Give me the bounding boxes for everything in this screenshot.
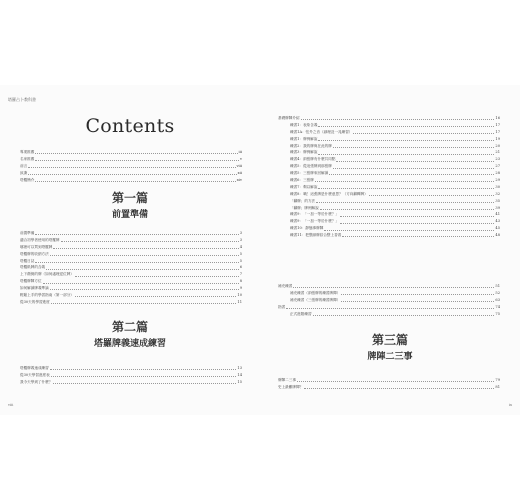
dot-leader	[35, 262, 238, 263]
toc-entry-title: 補充練習	[278, 283, 293, 288]
toc-entry-title: 練習5：從這張牌到那張牌	[290, 164, 332, 169]
toc-entry-page: 29	[495, 178, 500, 182]
toc-entry-title: 「翻牌」牌例解說	[290, 205, 319, 210]
toc-entry-title: 從30天學習進度表	[20, 372, 50, 377]
dot-leader	[369, 195, 495, 196]
toc-entry	[20, 163, 242, 170]
toc-entry	[20, 244, 242, 251]
part-title: 牌陣二三事	[367, 352, 413, 362]
toc-entry	[278, 115, 500, 122]
dot-leader	[53, 383, 236, 384]
toc-exercises	[278, 115, 500, 239]
toc-entry-page: xii	[237, 170, 242, 175]
toc-entry-page: 51	[495, 283, 500, 288]
dot-leader	[75, 276, 239, 277]
toc-entry	[278, 225, 500, 232]
toc-entry	[20, 156, 242, 163]
dot-leader	[35, 234, 238, 235]
dot-leader	[342, 236, 494, 237]
part-label: 第二篇	[111, 320, 148, 334]
toc-entry-page: 28	[495, 171, 500, 176]
toc-entry-title: 塔羅簡介	[20, 177, 35, 182]
dot-leader	[320, 209, 495, 210]
toc-entry-title: 史上最難牌陣？	[278, 384, 304, 389]
toc-entry	[20, 278, 242, 285]
dot-leader	[35, 160, 239, 161]
dot-leader	[340, 216, 494, 217]
toc-entry-title: 指習	[278, 304, 286, 309]
dot-leader	[50, 369, 237, 370]
toc-entry	[278, 136, 500, 143]
toc-entry-page: iii	[238, 149, 242, 154]
dot-leader	[318, 188, 494, 189]
toc-entry	[278, 205, 500, 212]
toc-entry-page: 79	[495, 377, 500, 382]
toc-entry-page: 32	[495, 191, 500, 196]
toc-entry	[20, 251, 242, 258]
toc-entry-title: 練習7：剩以解說	[290, 184, 318, 189]
toc-entry-title: 練習4：兩張牌有什麼共同點	[290, 157, 336, 162]
toc-entry	[278, 290, 500, 297]
toc-entry-page: 17	[495, 122, 500, 127]
toc-entry-page: 5	[239, 258, 242, 263]
toc-entry	[20, 299, 242, 306]
toc-entry	[278, 283, 500, 290]
left-page	[0, 85, 261, 415]
toc-entry-page: 21	[495, 150, 500, 155]
toc-entry	[20, 379, 242, 386]
toc-entry	[278, 191, 500, 198]
part-two-heading	[0, 318, 260, 349]
toc-entry-page: 13	[237, 365, 242, 370]
toc-entry	[278, 177, 500, 184]
toc-entry	[20, 170, 242, 177]
toc-entry-page: 10	[237, 293, 242, 297]
toc-entry-title: 練習10：靜態事牌陣	[290, 226, 324, 231]
toc-entry-title: 牌陣二三事	[278, 377, 296, 382]
toc-entry-page: 6	[239, 265, 242, 270]
toc-entry-page: 5	[239, 251, 242, 256]
toc-entry	[278, 218, 500, 225]
toc-entry-title: 練習8：哦！這張牌是什麼意思？（方向翻轉牌）	[290, 191, 368, 196]
toc-entry-page: 45	[495, 226, 500, 231]
toc-entry	[20, 271, 242, 278]
toc-entry	[20, 149, 242, 156]
dot-leader	[61, 241, 239, 242]
dot-leader	[340, 223, 494, 224]
toc-entry	[278, 311, 500, 318]
toc-entry-page: 17	[495, 129, 500, 134]
dot-leader	[50, 289, 239, 290]
dot-leader	[341, 294, 494, 295]
right-page	[260, 85, 520, 415]
toc-entry-page: 63	[495, 297, 500, 302]
dot-leader	[28, 167, 235, 168]
toc-entry-page: 75	[495, 311, 500, 316]
toc-entry	[278, 149, 500, 156]
toc-entry	[20, 237, 242, 244]
dot-leader	[35, 153, 237, 154]
dot-leader	[297, 381, 494, 382]
toc-entry	[278, 184, 500, 191]
toc-entry-title: 從30天的學習進度	[20, 299, 50, 304]
toc-entry-title: 練習2：我的牌與在此的牌	[290, 143, 332, 148]
toc-entry-page: v	[239, 156, 242, 161]
toc-entry-title: 補充練習（三張牌的練習牌陣）	[290, 297, 341, 302]
toc-entry-page: 27	[495, 164, 500, 169]
dot-leader	[51, 303, 237, 304]
toc-entry	[20, 177, 242, 184]
toc-entry	[278, 143, 500, 150]
toc-entry	[278, 163, 500, 170]
toc-entry-title: 輕鬆上手的學習指南（第一部分）	[20, 293, 74, 297]
toc-entry-page: 35	[495, 198, 500, 203]
dot-leader	[46, 269, 239, 270]
book-spread	[0, 85, 520, 415]
dot-leader	[318, 126, 494, 127]
toc-part-two	[20, 365, 242, 386]
dot-leader	[353, 133, 494, 134]
part-three-heading	[260, 331, 520, 362]
toc-entry-title: 名家推薦	[20, 156, 35, 161]
toc-entry	[20, 372, 242, 379]
toc-entry-page: 23	[495, 157, 500, 162]
dot-leader	[315, 181, 495, 182]
toc-entry-page: 41	[495, 212, 500, 217]
toc-entry	[20, 285, 242, 292]
toc-entry	[278, 304, 500, 311]
part-label: 第三篇	[371, 333, 408, 347]
toc-entry	[278, 156, 500, 163]
toc-entry	[20, 258, 242, 265]
toc-part-three	[278, 377, 500, 391]
dot-leader	[51, 376, 237, 377]
dot-leader	[50, 255, 239, 256]
toc-entry-page: 48	[495, 233, 500, 238]
page-folio: ix	[508, 403, 512, 407]
running-head: 塔羅占卜教科書	[8, 97, 36, 102]
toc-entry-title: 練習9：「一加一等於什麼？」	[290, 219, 340, 224]
toc-entry	[278, 384, 500, 391]
toc-entry-title: 練習5：三張牌來回解讀	[290, 171, 329, 176]
toc-entry-page: 16	[495, 115, 500, 120]
toc-entry	[278, 129, 500, 136]
toc-entry	[20, 292, 242, 299]
toc-entry-title: 補充練習（兩張牌的練習牌陣）	[290, 290, 341, 295]
toc-entry-title: 塔羅紙牌的含義	[20, 265, 46, 270]
toc-entry-title: 正式進階練習	[290, 311, 312, 316]
dot-leader	[318, 140, 494, 141]
toc-entry-title: 塔羅牌的收納方法	[20, 251, 49, 256]
dot-leader	[28, 174, 236, 175]
toc-entry-page: 39	[495, 205, 500, 210]
toc-entry-page: viii	[236, 163, 242, 168]
dot-leader	[333, 168, 495, 169]
toc-entry-page: 4	[239, 244, 242, 249]
toc-entry-page: 74	[495, 304, 500, 309]
toc-entry	[20, 264, 242, 271]
dot-leader	[329, 174, 494, 175]
toc-entry-title: 我今天學到了什麼？	[20, 379, 53, 384]
toc-entry-page: xiv	[236, 177, 242, 182]
part-one-heading	[0, 189, 260, 220]
toc-entry-title: 上下顛倒的牌（如何處理逆位牌）	[20, 272, 74, 277]
toc-entry-title: 哪裡可以買到塔羅牌	[20, 244, 53, 249]
toc-entry	[278, 377, 500, 384]
toc-entry-page: 52	[495, 290, 500, 295]
toc-entry-title: 練習1：牌例解說	[290, 136, 318, 141]
toc-entry-page: 30	[495, 184, 500, 189]
toc-entry-title: 練習11：把整副牌綜合整上香看	[290, 233, 342, 238]
dot-leader	[35, 181, 235, 182]
toc-entry	[278, 198, 500, 205]
dot-leader	[304, 388, 494, 389]
dot-leader	[301, 119, 495, 120]
dot-leader	[318, 154, 494, 155]
toc-entry-title: 專業推薦	[20, 149, 35, 154]
dot-leader	[316, 202, 494, 203]
toc-entry	[278, 211, 500, 218]
contents-title: Contents	[85, 115, 175, 137]
toc-entry-title: 塔羅牌義速成練習	[20, 365, 49, 370]
part-title: 前置準備	[111, 210, 148, 220]
toc-entry-title: 練習6：三張牌	[290, 178, 314, 182]
dot-leader	[293, 287, 494, 288]
toc-entry-page: 15	[237, 379, 242, 384]
toc-entry-title: 「翻牌」的方法	[290, 198, 316, 203]
toc-entry-title: 塔羅牌陣方位	[20, 279, 42, 284]
dot-leader	[333, 147, 495, 148]
toc-entry-page: 20	[495, 143, 500, 148]
toc-entry-page: 8	[239, 279, 242, 284]
dot-leader	[75, 296, 237, 297]
toc-entry-title: 前言	[20, 163, 28, 168]
toc-entry-title: 適合初學者使用的塔羅牌	[20, 237, 60, 242]
dot-leader	[336, 161, 494, 162]
toc-entry-title: 基礎牌陣介紹	[278, 115, 300, 120]
toc-entry	[278, 170, 500, 177]
toc-entry	[278, 297, 500, 304]
dot-leader	[313, 315, 495, 316]
toc-supplementary	[278, 283, 500, 317]
toc-entry-title: 練習1A：弦外之音（副理及一兆練習）	[290, 129, 353, 134]
toc-entry-title: 塔羅日誌	[20, 258, 35, 263]
toc-part-one	[20, 230, 242, 306]
dot-leader	[324, 230, 494, 231]
toc-entry	[278, 232, 500, 239]
toc-entry-page: 9	[239, 286, 242, 291]
dot-leader	[53, 248, 238, 249]
toc-entry-page: 43	[495, 219, 500, 224]
toc-entry-title: 練習3：牌例解說	[290, 150, 318, 155]
toc-entry-title: 如何解讀牌義準論	[20, 286, 49, 291]
toc-entry-page: 11	[237, 299, 242, 304]
dot-leader	[43, 283, 239, 284]
toc-entry-title: 練習1：表象含義	[290, 122, 318, 127]
dot-leader	[286, 308, 494, 309]
toc-entry-title: 致謝	[20, 170, 28, 175]
toc-entry-page: 7	[239, 272, 242, 277]
toc-entry-title: 前置準備	[20, 230, 35, 235]
toc-entry-page: 14	[237, 372, 242, 377]
toc-entry	[20, 365, 242, 372]
toc-entry-page: 3	[239, 230, 242, 235]
part-label: 第一篇	[111, 191, 148, 205]
toc-entry-page: 3	[239, 237, 242, 242]
toc-entry-title: 練習9：「一加一等於什麼？」	[290, 212, 340, 217]
part-title: 塔羅牌義速成練習	[93, 339, 166, 349]
toc-entry-page: 81	[495, 384, 500, 389]
toc-entry	[20, 230, 242, 237]
page-folio: viii	[8, 403, 14, 407]
dot-leader	[341, 301, 494, 302]
toc-entry	[278, 122, 500, 129]
toc-entry-page: 19	[495, 136, 500, 141]
toc-front-matter	[20, 149, 242, 183]
